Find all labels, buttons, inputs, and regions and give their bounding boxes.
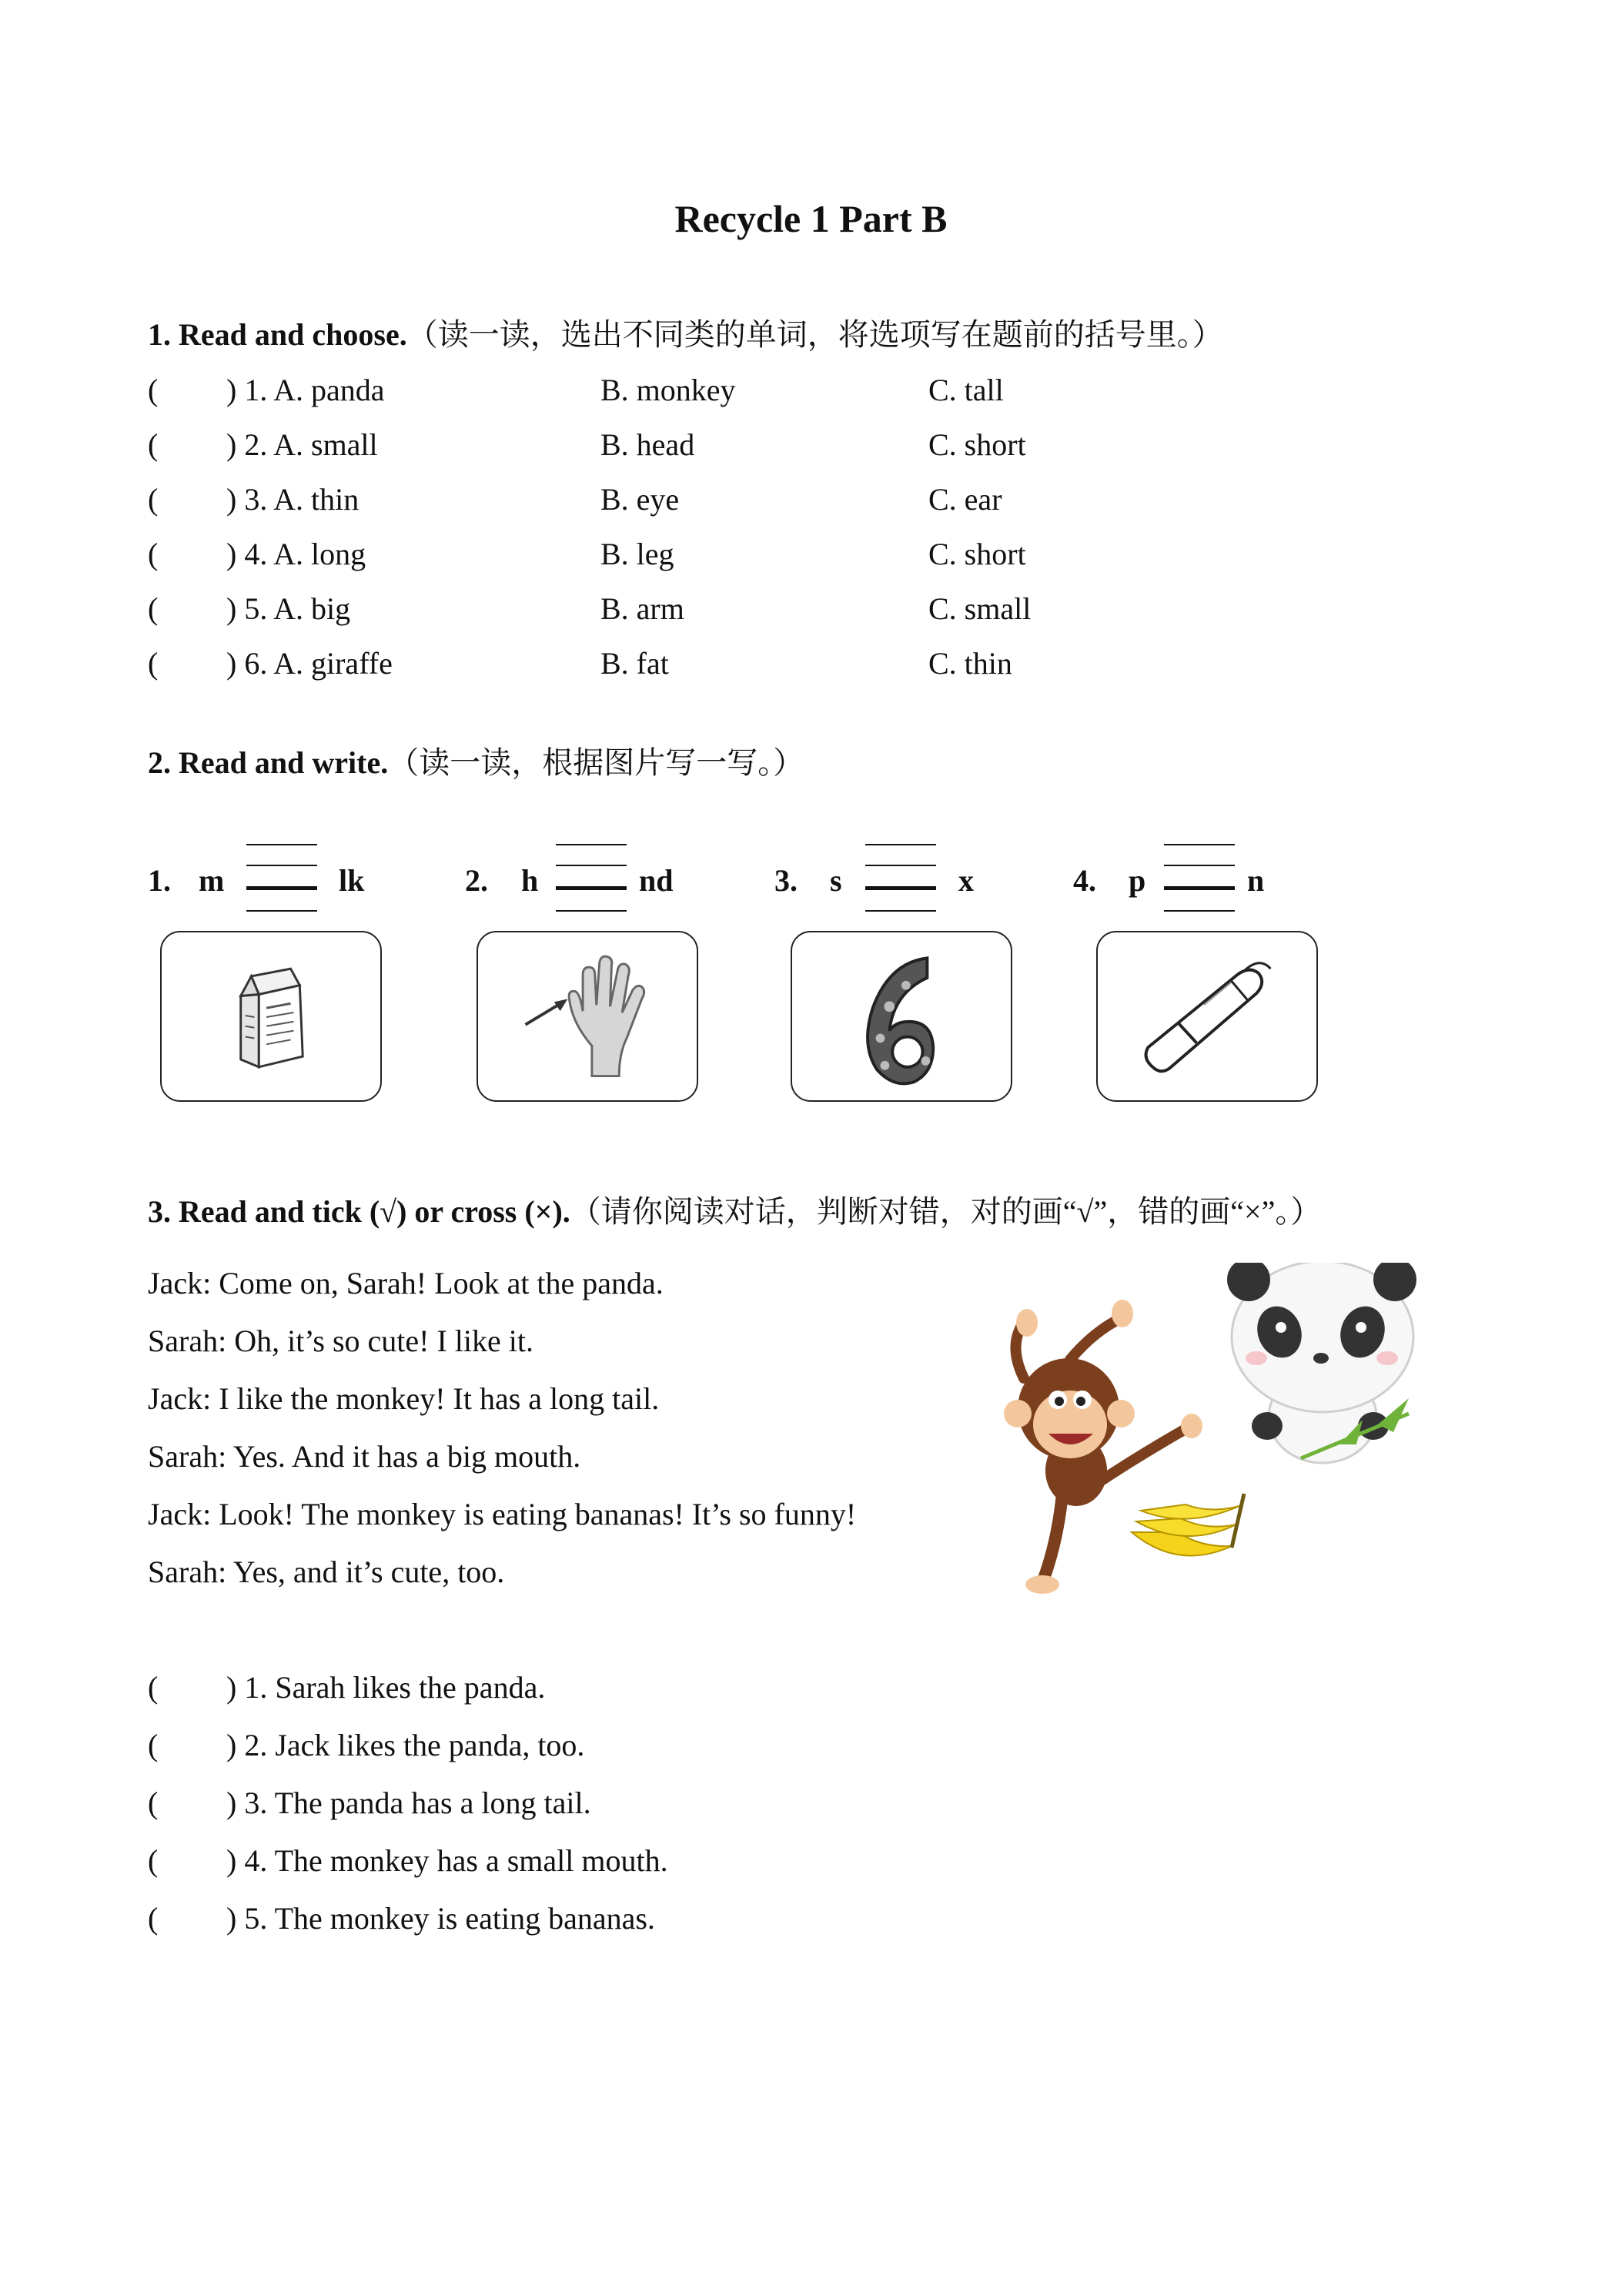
hand-icon (478, 932, 697, 1100)
word-suffix: nd (639, 863, 674, 898)
word-number: 1. (148, 863, 171, 898)
pen-icon (1098, 932, 1316, 1100)
statement-text: ) 1. Sarah likes the panda. (226, 1670, 546, 1705)
statement-row (148, 1672, 545, 1703)
choice-option-c: C. short (928, 427, 1026, 462)
choice-option-b: B. leg (600, 537, 674, 571)
statement-text: ) 5. The monkey is eating bananas. (226, 1901, 655, 1936)
bananas-icon (1132, 1494, 1244, 1555)
choice-row (148, 539, 366, 570)
word-number: 2. (465, 863, 488, 898)
word-prefix: s (830, 863, 842, 898)
picture-box-six (791, 931, 1012, 1102)
page-title: Recycle 1 Part B (674, 197, 948, 240)
choice-option-b: B. head (600, 427, 695, 462)
four-line-blank[interactable] (1164, 844, 1235, 915)
statement-text: ) 4. The monkey has a small mouth. (226, 1843, 668, 1878)
picture-box-milk (160, 931, 382, 1102)
answer-paren[interactable]: ( (148, 537, 159, 571)
word-prefix: p (1129, 863, 1146, 898)
choice-option-c: C. ear (928, 482, 1002, 517)
choice-option-a: ) 4. A. long (226, 537, 366, 571)
section-2-heading-cn: （读一读，根据图片写一写。） (388, 745, 804, 780)
word-prefix: h (521, 863, 539, 898)
section-3-heading-en: 3. Read and tick (√) or cross (×). (148, 1194, 570, 1229)
four-line-blank[interactable] (865, 844, 936, 915)
monkey-panda-illustration (978, 1263, 1440, 1602)
statement-row (148, 1903, 655, 1934)
choice-row (148, 591, 351, 626)
milk-carton-icon (162, 932, 380, 1100)
four-line-blank[interactable] (556, 844, 627, 915)
choice-option-a: ) 5. A. big (226, 591, 351, 626)
word-suffix: n (1247, 863, 1265, 898)
statement-text: ) 2. Jack likes the panda, too. (226, 1728, 585, 1762)
choice-row (148, 648, 393, 679)
choice-option-c: C. small (928, 591, 1032, 626)
choice-option-a: ) 1. A. panda (226, 373, 385, 407)
panda-icon (1227, 1263, 1416, 1463)
statement-row (148, 1843, 668, 1878)
answer-paren[interactable]: ( (148, 1843, 159, 1878)
word-number: 3. (774, 863, 798, 898)
answer-paren[interactable]: ( (148, 1728, 159, 1762)
answer-paren[interactable]: ( (148, 591, 159, 626)
choice-option-a: ) 2. A. small (226, 427, 378, 462)
choice-option-a: ) 3. A. thin (226, 482, 360, 517)
answer-paren[interactable]: ( (148, 427, 159, 462)
dialogue-line: Jack: Look! The monkey is eating bananas! It’s so funny! (148, 1497, 857, 1531)
section-2-heading (148, 745, 804, 780)
word-suffix: lk (339, 863, 365, 898)
section-2-heading-en: 2. Read and write. (148, 745, 389, 780)
word-prefix: m (199, 863, 225, 898)
answer-paren[interactable]: ( (148, 482, 159, 517)
number-six-icon (792, 932, 1011, 1100)
word-suffix: x (958, 863, 974, 898)
answer-paren[interactable]: ( (148, 1786, 159, 1820)
choice-option-b: B. monkey (600, 373, 736, 407)
choice-option-c: C. tall (928, 373, 1004, 407)
picture-box-pen (1096, 931, 1318, 1102)
section-1-heading-en: 1. Read and choose. (148, 317, 407, 352)
section-3-heading-cn: （请你阅读对话，判断对错，对的画“√”，错的画“×”。） (570, 1194, 1322, 1229)
choice-option-b: B. fat (600, 646, 669, 681)
four-line-blank[interactable] (246, 844, 317, 915)
answer-paren[interactable]: ( (148, 646, 159, 681)
dialogue-line: Jack: I like the monkey! It has a long tail. (148, 1381, 660, 1416)
choice-row (148, 484, 359, 515)
dialogue-line: Sarah: Yes. And it has a big mouth. (148, 1439, 581, 1474)
choice-option-c: C. thin (928, 646, 1012, 681)
statement-row (148, 1730, 584, 1761)
choice-option-b: B. arm (600, 591, 684, 626)
picture-box-hand (477, 931, 698, 1102)
section-1-heading (148, 317, 1223, 352)
section-1-heading-cn: （读一读，选出不同类的单词，将选项写在题前的括号里。） (406, 317, 1223, 352)
dialogue-line: Jack: Come on, Sarah! Look at the panda. (148, 1266, 664, 1300)
choice-option-a: ) 6. A. giraffe (226, 646, 393, 681)
word-number: 4. (1073, 863, 1096, 898)
answer-paren[interactable]: ( (148, 1670, 159, 1705)
choice-option-b: B. eye (600, 482, 680, 517)
answer-paren[interactable]: ( (148, 373, 159, 407)
choice-row (148, 375, 385, 406)
section-3-heading (148, 1194, 1322, 1229)
dialogue-line: Sarah: Oh, it’s so cute! I like it. (148, 1324, 534, 1358)
answer-paren[interactable]: ( (148, 1901, 159, 1936)
choice-option-c: C. short (928, 537, 1026, 571)
statement-text: ) 3. The panda has a long tail. (226, 1786, 591, 1820)
choice-row (148, 427, 378, 462)
statement-row (148, 1788, 591, 1819)
dialogue-line: Sarah: Yes, and it’s cute, too. (148, 1555, 505, 1589)
